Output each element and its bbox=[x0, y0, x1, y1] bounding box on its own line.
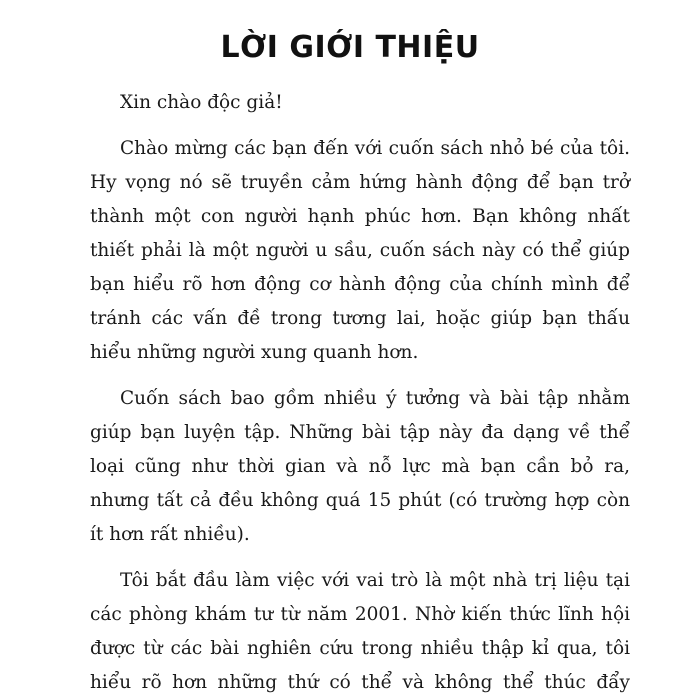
paragraph-line: ít hơn rất nhiều). bbox=[90, 524, 250, 545]
paragraph-line: Chào mừng các bạn đến với cuốn sách nhỏ bé của tôi. bbox=[120, 138, 630, 159]
paragraph-line: thành một con người hạnh phúc hơn. Bạn không nhất bbox=[90, 206, 630, 227]
paragraph-line: các phòng khám tư từ năm 2001. Nhờ kiến thức lĩnh hội bbox=[90, 604, 630, 625]
paragraph-line: Hy vọng nó sẽ truyền cảm hứng hành động để bạn trở bbox=[90, 172, 630, 193]
paragraph-line: giúp bạn luyện tập. Những bài tập này đa dạng về thể bbox=[90, 422, 630, 443]
paragraph-3 bbox=[90, 564, 630, 700]
paragraph-line: được từ các bài nghiên cứu trong nhiều thập kỉ qua, tôi bbox=[90, 638, 630, 659]
paragraph-1 bbox=[90, 132, 630, 370]
page-title: LỜI GIỚI THIỆU bbox=[220, 30, 480, 65]
paragraph-line: tránh các vấn đề trong tương lai, hoặc giúp bạn thấu bbox=[90, 308, 630, 329]
greeting-line: Xin chào độc giả! bbox=[120, 92, 283, 113]
paragraph-line: loại cũng như thời gian và nỗ lực mà bạn cần bỏ ra, bbox=[90, 456, 630, 477]
page-body bbox=[90, 86, 630, 700]
paragraph-line: hiểu những người xung quanh hơn. bbox=[90, 342, 419, 363]
paragraph-2 bbox=[90, 382, 630, 552]
paragraph-line: Tôi bắt đầu làm việc với vai trò là một nhà trị liệu tại bbox=[120, 570, 630, 591]
paragraph-line: bạn hiểu rõ hơn động cơ hành động của chính mình để bbox=[90, 274, 630, 295]
paragraph-line: thiết phải là một người u sầu, cuốn sách này có thể giúp bbox=[90, 240, 630, 261]
paragraph-line: nhưng tất cả đều không quá 15 phút (có trường hợp còn bbox=[90, 490, 630, 511]
paragraph-line: hiểu rõ hơn những thứ có thể và không thể thúc đẩy bbox=[90, 672, 630, 693]
paragraph-line: Cuốn sách bao gồm nhiều ý tưởng và bài tập nhằm bbox=[120, 388, 630, 409]
